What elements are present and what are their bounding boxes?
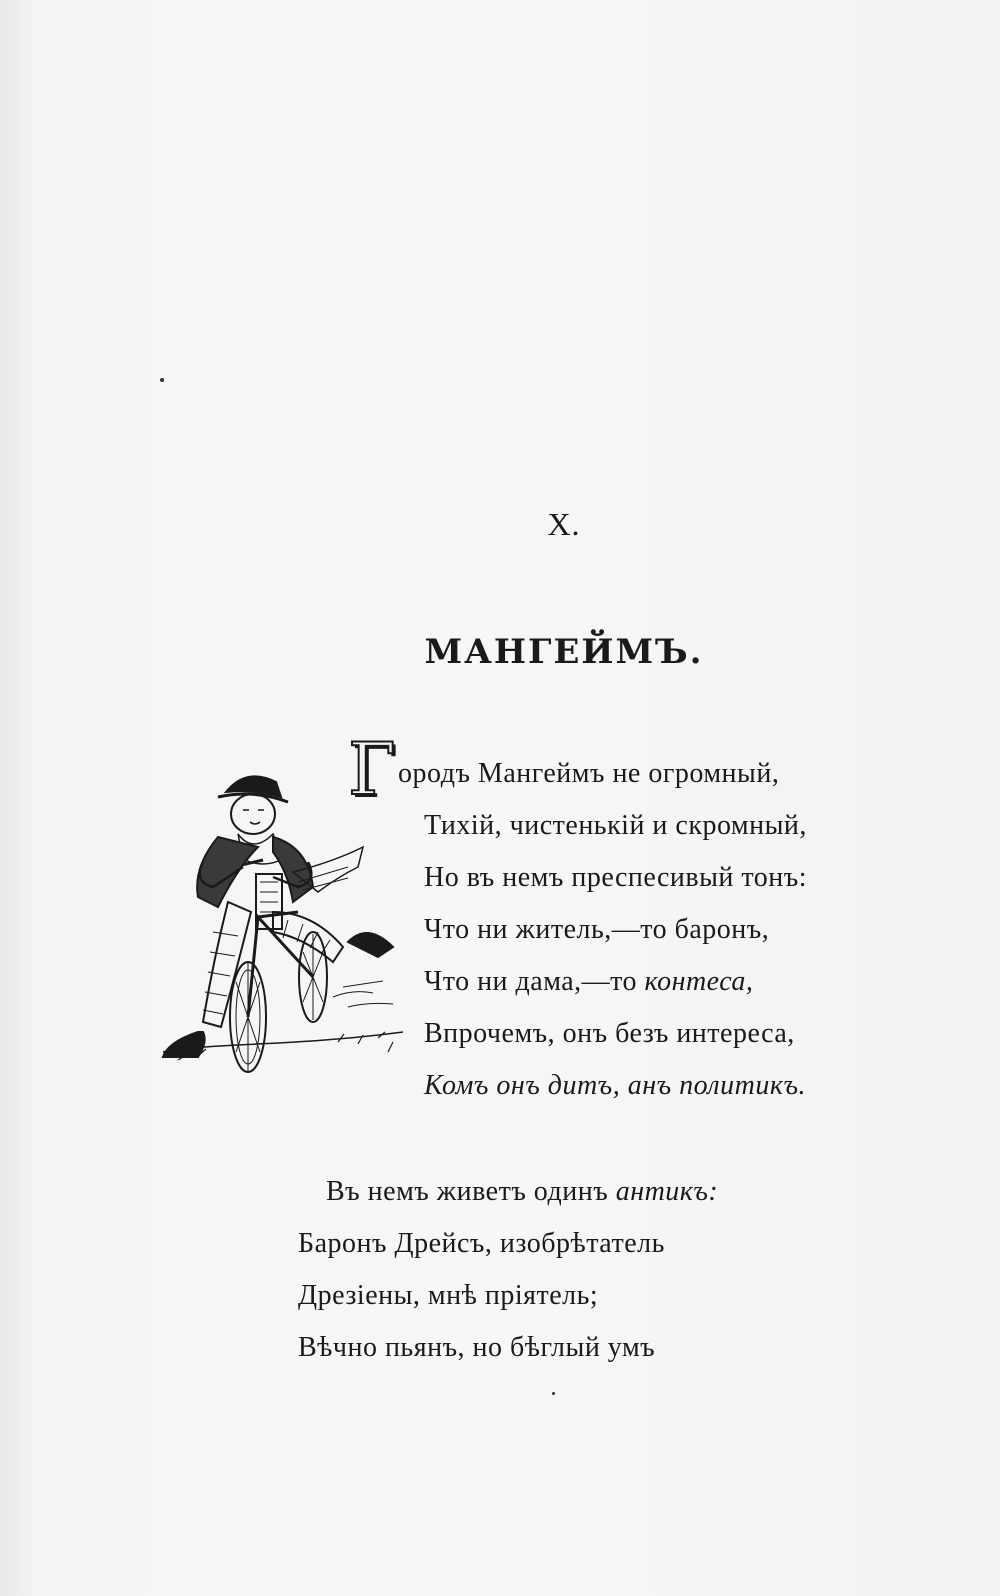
drop-cap: Г (348, 727, 396, 811)
chapter-number: X. (547, 506, 581, 542)
verse-italic-text: контеса, (644, 966, 754, 997)
verse-line: Комъ онъ дитъ, анъ политикъ. (424, 1070, 806, 1101)
stray-dot (552, 1392, 555, 1395)
verse-line: ородъ Мангеймъ не огромный, (398, 758, 780, 789)
verse-italic-text: антикъ: (615, 1176, 719, 1207)
verse-line: Тихій, чистенькій и скромный, (424, 810, 807, 841)
verse-line (424, 966, 753, 998)
verse-line: Но въ немъ преспесивый тонъ: (424, 862, 808, 893)
verse-line: Что ни житель,—то баронъ, (424, 914, 770, 945)
verse-line: Вѣчно пьянъ, но бѣглый умъ (298, 1332, 656, 1363)
chapter-title: МАНГЕЙМЪ. (424, 632, 704, 672)
verse-line (326, 1176, 718, 1208)
verse-line: Дрезіены, мнѣ пріятель; (298, 1280, 599, 1311)
stray-dot (160, 378, 164, 382)
verse-text: Что ни дама,—то (424, 966, 645, 997)
verse-text: Въ немъ живетъ одинъ (326, 1176, 616, 1207)
verse-line: Впрочемъ, онъ безъ интереса, (424, 1018, 795, 1049)
verse-line: Баронъ Дрейсъ, изобрѣтатель (298, 1228, 665, 1259)
